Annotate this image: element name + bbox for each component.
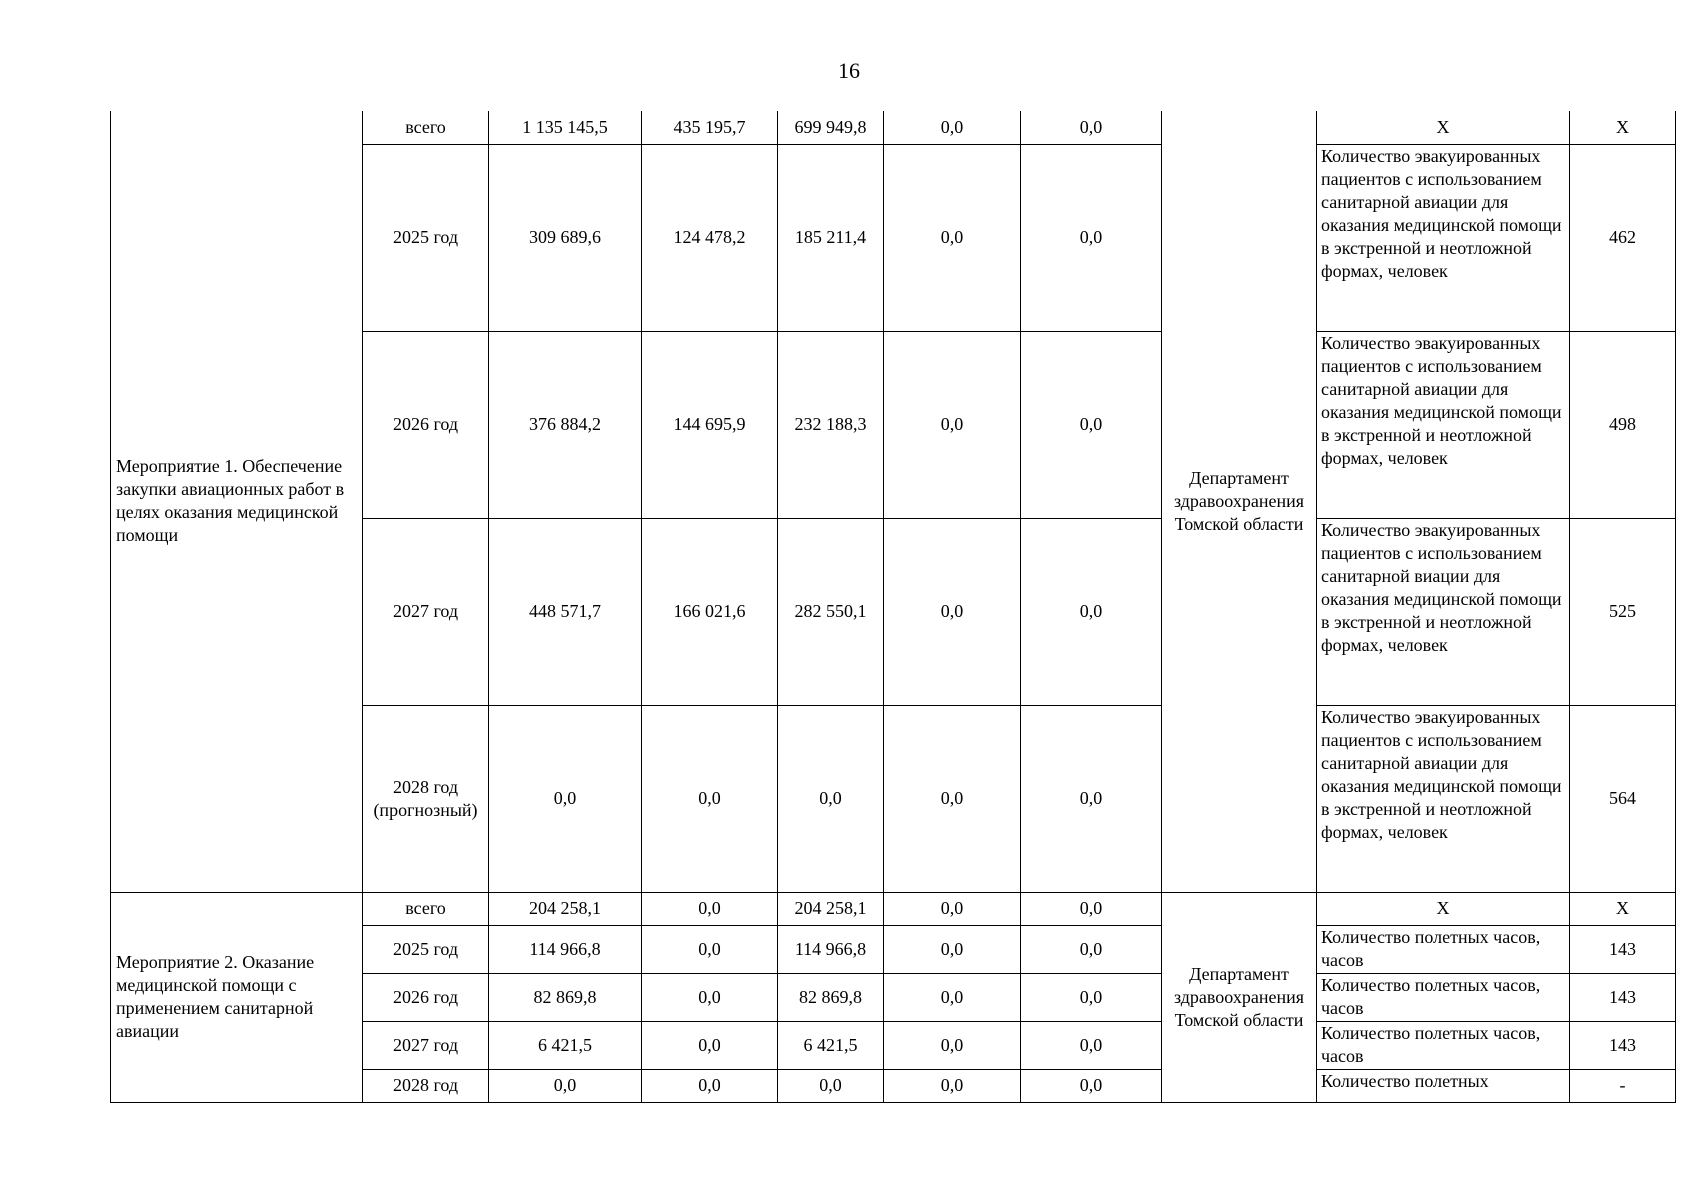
value-federal: 0,0 — [642, 1069, 778, 1102]
value-local: 0,0 — [884, 518, 1021, 705]
period-cell: 2028 год — [363, 1069, 489, 1102]
value-total: 1 135 145,5 — [489, 111, 642, 144]
indicator-cell: Количество полетных часов, часов — [1317, 925, 1570, 973]
value-regional: 6 421,5 — [778, 1021, 884, 1069]
indicator-cell: Количество эвакуированных пациентов с использованием санитарной авиации для оказания медицинской помощи в экстренной и неотложной формах, человек — [1317, 331, 1570, 518]
value-local: 0,0 — [884, 1021, 1021, 1069]
target-value: - — [1570, 1069, 1676, 1102]
value-other: 0,0 — [1021, 1021, 1162, 1069]
period-cell: 2027 год — [363, 1021, 489, 1069]
value-other: 0,0 — [1021, 144, 1162, 331]
value-federal: 166 021,6 — [642, 518, 778, 705]
activity-name: Мероприятие 1. Обеспечение закупки авиационных работ в целях оказания медицинской помощи — [111, 111, 363, 892]
value-regional: 204 258,1 — [778, 892, 884, 925]
department-name: Департамент здравоохранения Томской области — [1162, 892, 1317, 1102]
value-regional: 0,0 — [778, 1069, 884, 1102]
target-value: Х — [1570, 892, 1676, 925]
value-federal: 435 195,7 — [642, 111, 778, 144]
target-value: 143 — [1570, 1021, 1676, 1069]
value-total: 376 884,2 — [489, 331, 642, 518]
value-regional: 185 211,4 — [778, 144, 884, 331]
value-federal: 0,0 — [642, 892, 778, 925]
indicator-cell: Количество эвакуированных пациентов с использованием санитарной авиации для оказания медицинской помощи в экстренной и неотложной формах, человек — [1317, 705, 1570, 892]
table-row — [111, 892, 1676, 925]
value-local: 0,0 — [884, 705, 1021, 892]
department-name: Департамент здравоохранения Томской области — [1162, 111, 1317, 892]
value-local: 0,0 — [884, 892, 1021, 925]
value-total: 114 966,8 — [489, 925, 642, 973]
indicator-cell: Количество полетных — [1317, 1069, 1570, 1102]
target-value: 564 — [1570, 705, 1676, 892]
target-value: 525 — [1570, 518, 1676, 705]
value-other: 0,0 — [1021, 892, 1162, 925]
value-local: 0,0 — [884, 331, 1021, 518]
period-cell: всего — [363, 892, 489, 925]
value-other: 0,0 — [1021, 705, 1162, 892]
value-other: 0,0 — [1021, 973, 1162, 1021]
indicator-cell: Количество эвакуированных пациентов с использованием санитарной виации для оказания медицинской помощи в экстренной и неотложной формах, человек — [1317, 518, 1570, 705]
value-regional: 282 550,1 — [778, 518, 884, 705]
value-local: 0,0 — [884, 144, 1021, 331]
value-other: 0,0 — [1021, 925, 1162, 973]
value-federal: 124 478,2 — [642, 144, 778, 331]
value-other: 0,0 — [1021, 331, 1162, 518]
value-regional: 232 188,3 — [778, 331, 884, 518]
indicator-cell: Количество эвакуированных пациентов с использованием санитарной авиации для оказания медицинской помощи в экстренной и неотложной формах, человек — [1317, 144, 1570, 331]
target-value: 143 — [1570, 973, 1676, 1021]
value-total: 0,0 — [489, 705, 642, 892]
value-regional: 699 949,8 — [778, 111, 884, 144]
value-other: 0,0 — [1021, 1069, 1162, 1102]
indicator-cell: Количество полетных часов, часов — [1317, 1021, 1570, 1069]
value-federal: 0,0 — [642, 705, 778, 892]
value-local: 0,0 — [884, 973, 1021, 1021]
value-local: 0,0 — [884, 1069, 1021, 1102]
value-local: 0,0 — [884, 111, 1021, 144]
table-row — [111, 111, 1676, 144]
program-table — [110, 111, 1676, 1103]
period-cell: 2025 год — [363, 925, 489, 973]
target-value: 143 — [1570, 925, 1676, 973]
target-value: Х — [1570, 111, 1676, 144]
value-total: 6 421,5 — [489, 1021, 642, 1069]
value-total: 0,0 — [489, 1069, 642, 1102]
value-federal: 0,0 — [642, 1021, 778, 1069]
value-total: 309 689,6 — [489, 144, 642, 331]
indicator-cell: Х — [1317, 892, 1570, 925]
activity-name: Мероприятие 2. Оказание медицинской помощи с применением санитарной авиации — [111, 892, 363, 1102]
value-other: 0,0 — [1021, 518, 1162, 705]
value-federal: 0,0 — [642, 973, 778, 1021]
value-other: 0,0 — [1021, 111, 1162, 144]
value-federal: 0,0 — [642, 925, 778, 973]
value-total: 82 869,8 — [489, 973, 642, 1021]
page-number: 16 — [838, 58, 860, 83]
value-total: 204 258,1 — [489, 892, 642, 925]
period-cell: 2028 год (прогнозный) — [363, 705, 489, 892]
indicator-cell: Х — [1317, 111, 1570, 144]
period-cell: 2026 год — [363, 973, 489, 1021]
period-cell: 2025 год — [363, 144, 489, 331]
period-cell: 2026 год — [363, 331, 489, 518]
target-value: 462 — [1570, 144, 1676, 331]
target-value: 498 — [1570, 331, 1676, 518]
period-cell: 2027 год — [363, 518, 489, 705]
period-cell: всего — [363, 111, 489, 144]
value-regional: 114 966,8 — [778, 925, 884, 973]
value-regional: 0,0 — [778, 705, 884, 892]
indicator-cell: Количество полетных часов, часов — [1317, 973, 1570, 1021]
value-local: 0,0 — [884, 925, 1021, 973]
value-total: 448 571,7 — [489, 518, 642, 705]
value-federal: 144 695,9 — [642, 331, 778, 518]
value-regional: 82 869,8 — [778, 973, 884, 1021]
